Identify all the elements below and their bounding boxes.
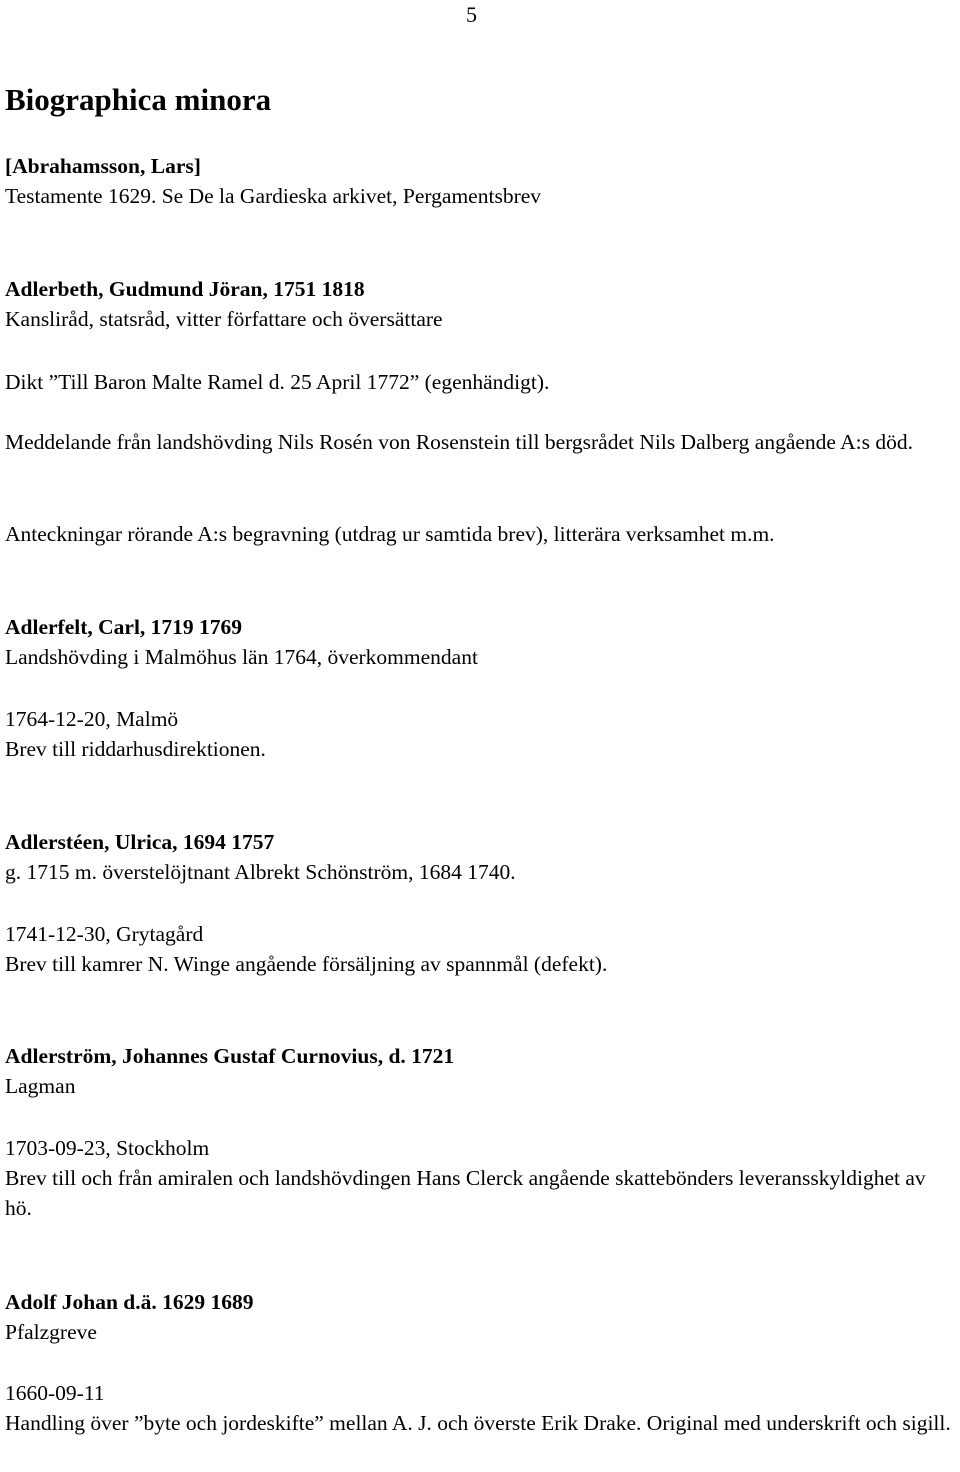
entry-adlerfelt: [5, 612, 955, 672]
entry-description: Handling över ”byte och jordeskifte” mellan A. J. och överste Erik Drake. Original med underskrift och sigill.: [5, 1411, 951, 1435]
entry-subtitle: Lagman: [5, 1074, 76, 1098]
entry-date: 1741-12-30, Grytagård: [5, 922, 204, 946]
page-number: 5: [466, 2, 477, 27]
entry-item-text: Meddelande från landshövding Nils Rosén von Rosenstein till bergsrådet Nils Dalberg angående A:s död.: [5, 430, 914, 454]
entry-details: [5, 1378, 955, 1438]
entry-subtitle: Kansliråd, statsråd, vitter författare och översättare: [5, 307, 443, 331]
entry-heading: Adlerbeth, Gudmund Jöran, 1751 1818: [5, 277, 365, 301]
entry-item-text: Anteckningar rörande A:s begravning (utdrag ur samtida brev), litterära verksamhet m.m.: [5, 522, 775, 546]
entry-adlerbeth: [5, 274, 955, 334]
entry-item: [5, 427, 955, 457]
entry-heading: Adolf Johan d.ä. 1629 1689: [5, 1290, 254, 1314]
entry-date: 1703-09-23, Stockholm: [5, 1136, 210, 1160]
entry-heading: Adlerström, Johannes Gustaf Curnovius, d. 1721: [5, 1044, 455, 1068]
entry-heading: Adlerfelt, Carl, 1719 1769: [5, 615, 243, 639]
entry-date: 1764-12-20, Malmö: [5, 707, 179, 731]
entry-details: [5, 704, 955, 764]
entry-adlerstrom: [5, 1041, 955, 1101]
entry-line: Testamente 1629. Se De la Gardieska arkivet, Pergamentsbrev: [5, 184, 542, 208]
entry-description: Brev till riddarhusdirektionen.: [5, 737, 266, 761]
entry-item: [5, 367, 955, 397]
entry-heading: [Abrahamsson, Lars]: [5, 154, 201, 178]
entry-subtitle: g. 1715 m. överstelöjtnant Albrekt Schönström, 1684 1740.: [5, 860, 516, 884]
entry-item: [5, 519, 955, 549]
entry-details: [5, 919, 955, 979]
entry-item-text: Dikt ”Till Baron Malte Ramel d. 25 April 1772” (egenhändigt).: [5, 370, 550, 394]
entry-details: [5, 1133, 955, 1223]
entry-adolf-johan: [5, 1287, 955, 1347]
entry-subtitle: Landshövding i Malmöhus län 1764, överkommendant: [5, 645, 478, 669]
page-title: Biographica minora: [5, 82, 272, 117]
entry-description: Brev till kamrer N. Winge angående försäljning av spannmål (defekt).: [5, 952, 608, 976]
entry-heading: Adlerstéen, Ulrica, 1694 1757: [5, 830, 275, 854]
entry-abrahamsson: [5, 151, 955, 211]
entry-date: 1660-09-11: [5, 1381, 105, 1405]
entry-subtitle: Pfalzgreve: [5, 1320, 97, 1344]
entry-adlersteen: [5, 827, 955, 887]
entry-description: Brev till och från amiralen och landshövdingen Hans Clerck angående skattebönders leveransskyldighet av hö.: [5, 1166, 926, 1220]
